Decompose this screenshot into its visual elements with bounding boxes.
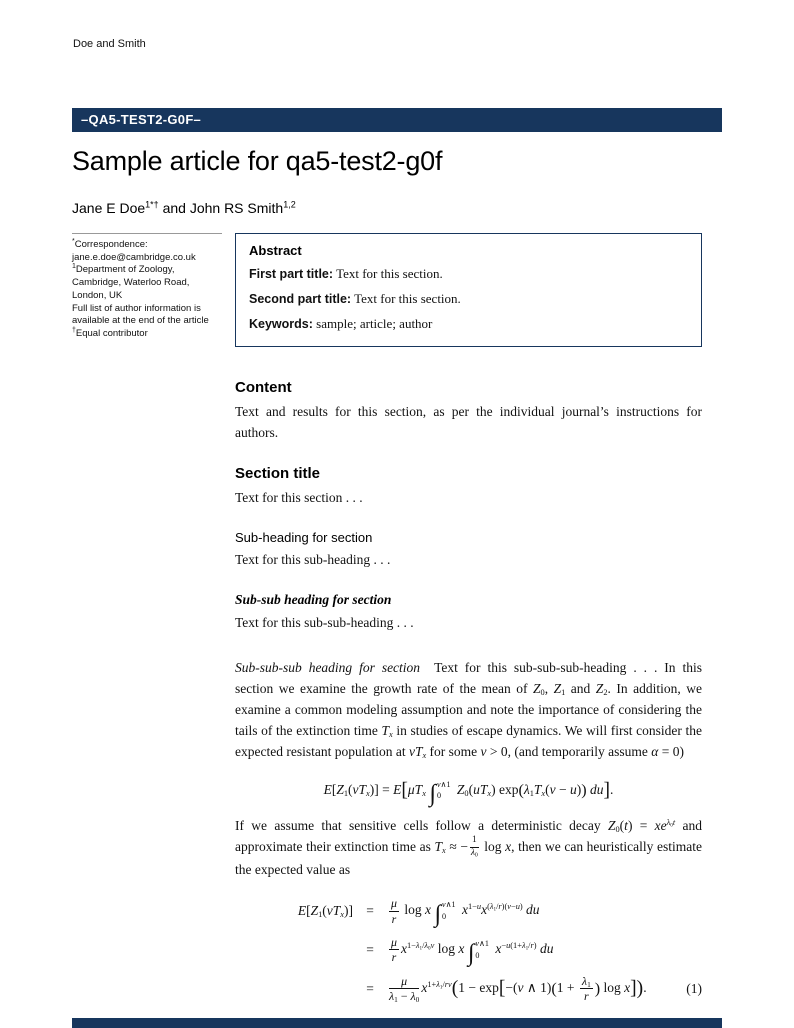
footer-bar bbox=[72, 1018, 722, 1028]
abstract-item-label: First part title: bbox=[249, 267, 334, 281]
content-paragraph: Text and results for this section, as per the individual journal’s instructions for authors. bbox=[235, 403, 702, 440]
equation-row bbox=[235, 975, 702, 1003]
subsubsubsection-heading: Sub-sub-sub heading for section bbox=[235, 659, 421, 675]
abstract-item bbox=[249, 315, 688, 334]
abstract-item-label: Keywords: bbox=[249, 316, 313, 331]
equation-rhs: $\frac{\mu}{r}$ log x ∫ v∧1 0 $x^{1-u}x^{(\lambda_1/r)(v-u)}$ du bbox=[391, 896, 540, 928]
abstract-item-text: sample; article; author bbox=[316, 315, 433, 331]
subsubsection-heading: Sub-sub heading for section bbox=[235, 591, 392, 607]
series-banner: –QA5-TEST2-G0F– bbox=[72, 108, 722, 132]
subsubsection-paragraph: Text for this sub-sub-heading . . . bbox=[235, 614, 414, 630]
page-title: Sample article for qa5-test2-g0f bbox=[72, 146, 443, 176]
section-heading: Section title bbox=[235, 464, 321, 482]
runin-paragraph-text: Text for this sub-sub-sub-heading . . . In this section we examine the growth rate of the mean of $Z_0$, $Z_1$ and $Z_2$. In addition, we examine a common modeling assumption and note the importance of considering the tails of the extinction time $T_x$ in studies of escape dynamics. We will first consider the expected resistant population at $vT_x$ for some v > 0, (and temporarily assume α = 0) bbox=[235, 659, 703, 761]
equation-align-block bbox=[235, 897, 702, 1003]
subsection-heading: Sub-heading for section bbox=[235, 529, 373, 545]
two-column-region bbox=[72, 233, 702, 1014]
equation-number: (1) bbox=[686, 980, 702, 996]
abstract-item bbox=[249, 290, 688, 309]
abstract-item-text: Text for this section. bbox=[336, 266, 443, 281]
subsection-paragraph: Text for this sub-heading . . . bbox=[235, 551, 391, 567]
running-head: Doe and Smith bbox=[73, 38, 146, 50]
equation-rhs: $\frac{\mu}{r}$ $x^{1-\lambda_1/\lambda_0v}$ log x ∫ v∧1 0 $x^{-u(1+\lambda_1/r)}$ du bbox=[391, 935, 554, 967]
equals-sign: = bbox=[366, 903, 374, 919]
abstract-item-text: Text for this section. bbox=[354, 290, 461, 306]
section-paragraph: Text for this section . . . bbox=[235, 489, 363, 505]
paragraph-after-equation: If we assume that sensitive cells follow a deterministic decay $Z_0(t) = xe^{\lambda_0t}$ and approximate their extinction time as $T_x$ ≈ − $\frac{1}{\lambda_0}$ log x, then we can heuristically estimate the expected value as bbox=[235, 817, 703, 878]
content-heading: Content bbox=[235, 378, 292, 396]
abstract-box bbox=[235, 233, 702, 347]
display-equation: $E[Z_1(vT_x)] = E[\mu T_x$ ∫ v∧1 0 $Z_0(uT_x) \exp(\lambda_1T_x(v - u))$ du]. bbox=[323, 779, 614, 808]
author-notes: *Correspondence: jane.e.doe@cambridge.co.uk $^1$Department of Zoology, Cambridge, Waterloo Road, London, UK Full list of author information is available at the end of the article †Equal contributor bbox=[72, 233, 222, 341]
abstract-item bbox=[249, 265, 688, 284]
equals-sign: = bbox=[366, 941, 374, 957]
main-column bbox=[235, 233, 702, 1014]
equation-lhs: $E[Z_1(vT_x)]$ bbox=[297, 903, 353, 920]
abstract-heading: Abstract bbox=[249, 243, 302, 258]
equation-row bbox=[235, 896, 702, 928]
equation-rhs: $\frac{\mu}{\lambda_1 - \lambda_0}$ $x^{1+\lambda_1/rv}(1 - \exp[-(v$ ∧ 1)(1 + $\frac{\lambda_1}{r}$ ) log x]). bbox=[389, 973, 647, 1005]
equals-sign: = bbox=[366, 980, 374, 996]
abstract-item-label: Second part title: bbox=[249, 291, 352, 306]
equation-row bbox=[235, 935, 702, 967]
authors-line: Jane E Doe$^{1*\dagger}$ and John RS Smith$^{1,2}$ bbox=[72, 199, 296, 216]
paragraph-with-runin-heading bbox=[235, 657, 702, 762]
